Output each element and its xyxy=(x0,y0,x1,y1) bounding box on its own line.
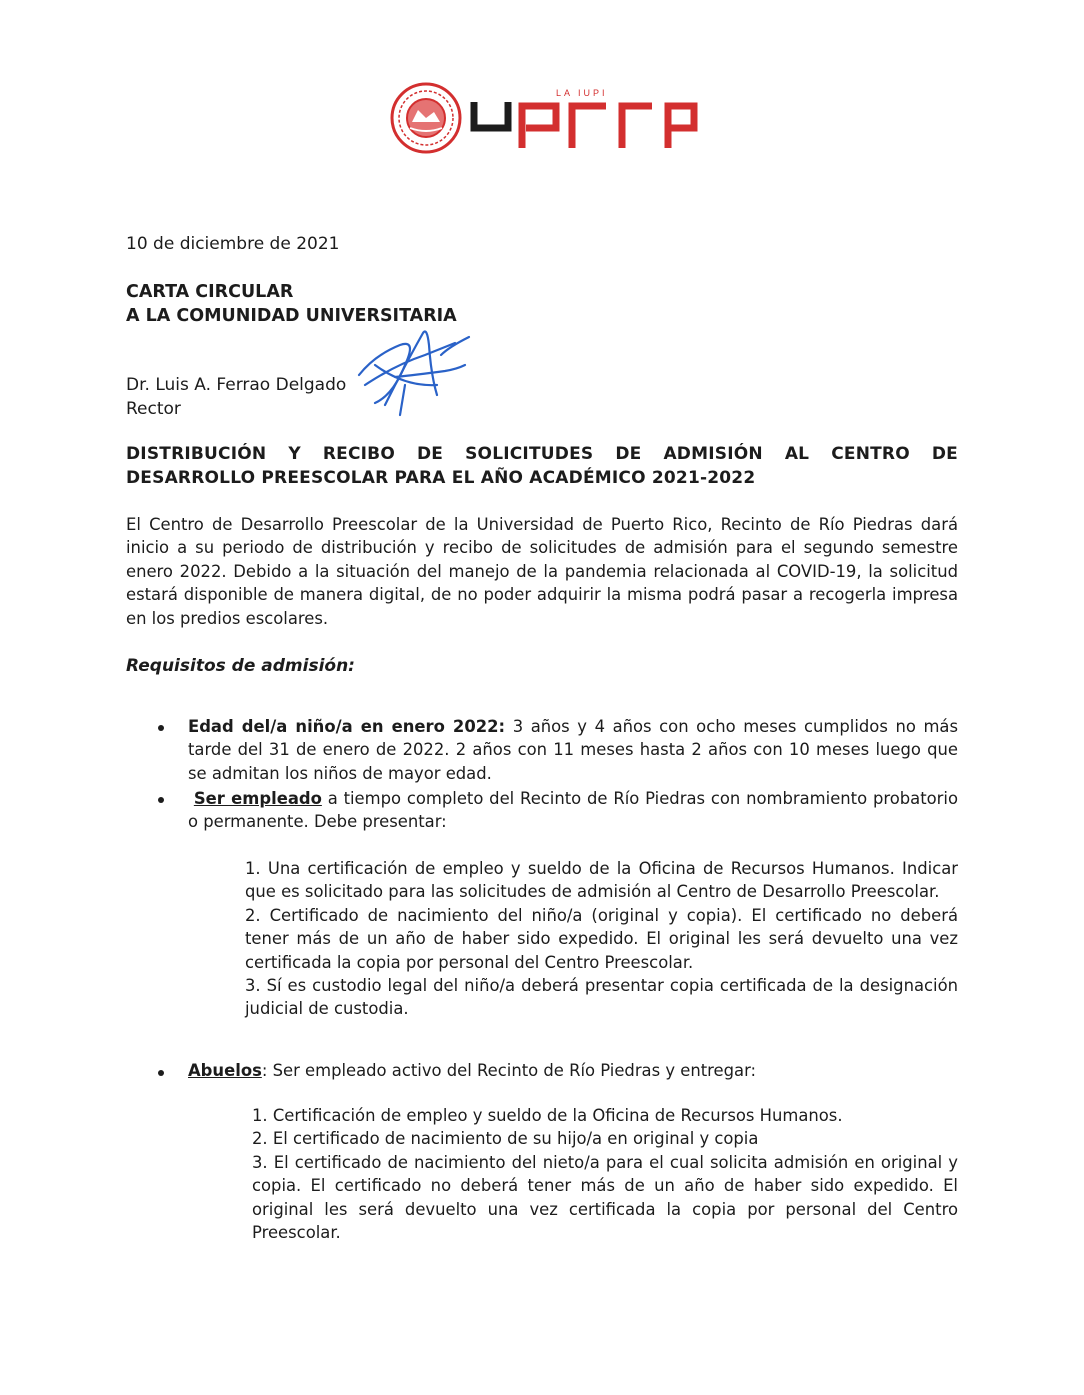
requirement-grandparents-label: Abuelos xyxy=(188,1061,262,1080)
sender-title: Rector xyxy=(126,399,181,419)
intro-paragraph: El Centro de Desarrollo Preescolar de la Universidad de Puerto Rico, Recinto de Río Piedras dará inicio a su periodo de distribución y recibo de solicitudes de admisión para el segundo semestre enero 2022. Debido a la situación del manejo de la pandemia relacionada al COVID-19, la solicitud estará disponible de manera digital, de no poder adquirir la misma podrá pasar a recogerla impresa en los predios escolares. xyxy=(126,515,958,628)
bullet-dot xyxy=(158,725,164,731)
list-item: 2. El certificado de nacimiento de su hijo/a en original y copia xyxy=(252,1129,759,1149)
subject-heading xyxy=(126,442,958,490)
requirement-grandparents-text: : Ser empleado activo del Recinto de Río Piedras y entregar: xyxy=(261,1061,757,1080)
list-item: 1. Certificación de empleo y sueldo de la Oficina de Recursos Humanos. xyxy=(252,1106,843,1125)
circular-heading xyxy=(126,280,457,328)
requirement-employee xyxy=(188,787,958,834)
requirement-age-label: Edad del/a niño/a en enero 2022: xyxy=(188,717,506,736)
circular-heading-line2: A LA COMUNIDAD UNIVERSITARIA xyxy=(126,306,457,326)
grandparents-documents-list xyxy=(252,1104,958,1244)
sender-block xyxy=(126,373,346,421)
list-item: 1. Una certificación de empleo y sueldo de la Oficina de Recursos Humanos. Indicar que es solicitado para las solicitudes de admisión al Centro de Desarrollo Preescolar. xyxy=(245,859,958,902)
requirement-age-text: 3 años y 4 años con ocho meses cumplidos no más tarde del 31 de enero de 2022. 2 años con 11 meses hasta 2 años con 10 meses luego que se admitan los niños de mayor edad. xyxy=(188,717,958,783)
requirement-grandparents xyxy=(188,1059,958,1082)
requirement-age xyxy=(188,715,958,785)
requirement-employee-label: Ser empleado xyxy=(193,789,322,808)
uprrp-logo xyxy=(388,82,698,162)
list-item: 3. El certificado de nacimiento del nieto/a para el cual solicita admisión en original y copia. El certificado no deberá tener más de un año de haber sido expedido. El original les será devuelto una vez certificada la copia por personal del Centro Preescolar. xyxy=(252,1152,958,1243)
logo-tagline: LA IUPI xyxy=(556,88,608,98)
subject-line1: DISTRIBUCIÓN Y RECIBO DE SOLICITUDES DE ADMISIÓN AL CENTRO DE xyxy=(126,444,958,464)
list-item: 3. Sí es custodio legal del niño/a deberá presentar copia certificada de la designación judicial de custodia. xyxy=(245,976,958,1019)
sender-name: Dr. Luis A. Ferrao Delgado xyxy=(126,375,347,395)
bullet-dot xyxy=(158,1070,164,1076)
bullet-dot xyxy=(158,797,164,803)
circular-heading-line1: CARTA CIRCULAR xyxy=(126,282,294,302)
list-item: 2. Certificado de nacimiento del niño/a (original y copia). El certificado no deberá tener más de un año de haber sido expedido. El original les será devuelto una vez certificada la copia por personal del Centro Preescolar. xyxy=(245,905,958,972)
letter-date: 10 de diciembre de 2021 xyxy=(126,234,340,254)
signature-image xyxy=(345,325,475,420)
requirement-employee-text: a tiempo completo del Recinto de Río Piedras con nombramiento probatorio o permanente. Debe presentar: xyxy=(188,789,958,832)
requirements-title: Requisitos de admisión: xyxy=(126,656,355,676)
employee-documents-list xyxy=(245,857,958,1021)
subject-line2: DESARROLLO PREESCOLAR PARA EL AÑO ACADÉMICO 2021-2022 xyxy=(126,468,756,488)
